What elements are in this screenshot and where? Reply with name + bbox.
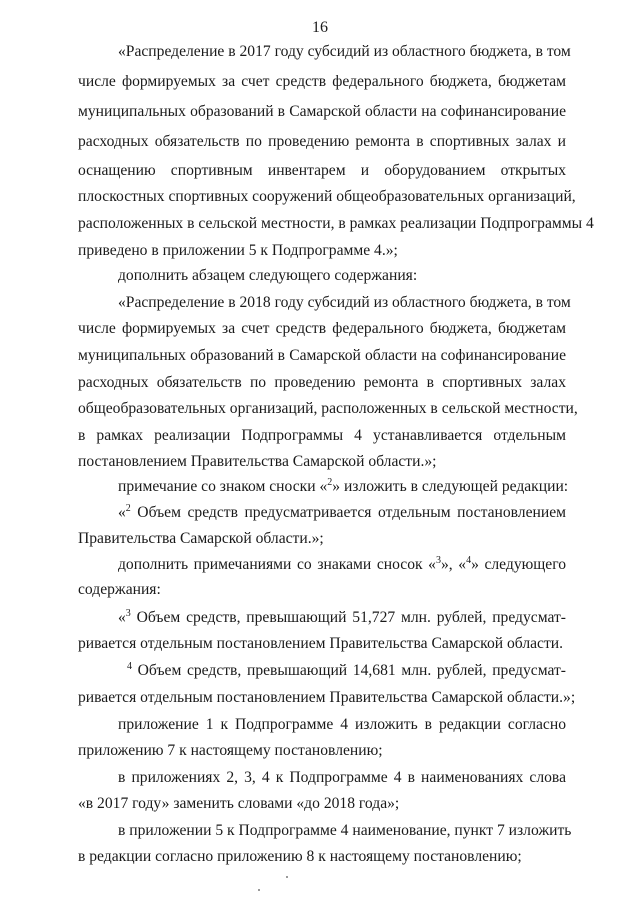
text-line — [78, 157, 566, 184]
text-line — [118, 551, 566, 578]
footnote-marker: 3 — [125, 608, 131, 619]
scan-speck — [286, 876, 288, 878]
text-line — [78, 210, 594, 237]
text-run: дополнить абзацем следующего содержания: — [118, 267, 418, 284]
text-run: содержания: — [78, 581, 161, 598]
text-run: расходных обязательств по проведению ремонта в спортивных залах и — [78, 133, 566, 150]
text-line — [78, 576, 566, 603]
text-run: приложение 1 к Подпрограмме 4 изложить в редакции согласно — [118, 716, 566, 733]
text-run: муниципальных образований в Самарской области на софинансирование — [78, 347, 566, 364]
text-run: дополнить примечаниями со знаками сносок « — [118, 556, 436, 573]
text-line — [118, 499, 566, 526]
text-line — [127, 657, 566, 684]
text-line — [78, 790, 566, 817]
text-line — [78, 843, 566, 870]
page-number: 16 — [312, 19, 328, 36]
text-run: приложению 7 к настоящему постановлению; — [78, 742, 383, 759]
text-run: «в 2017 году» заменить словами «до 2018 года»; — [78, 795, 400, 812]
text-run: примечание со знаком сноски « — [118, 478, 328, 495]
text-run: « — [118, 504, 126, 521]
text-run: в приложении 5 к Подпрограмме 4 наименование, пункт 7 изложить — [118, 822, 572, 839]
text-line — [78, 98, 566, 125]
text-line — [78, 342, 566, 369]
text-line — [118, 289, 571, 316]
footnote-marker: 4 — [466, 555, 472, 566]
text-run: расположенных в сельской местности, в рамках реализации Подпрограммы 4 — [78, 215, 594, 232]
text-line — [118, 604, 566, 631]
text-line — [78, 737, 566, 764]
text-line — [78, 237, 566, 264]
text-line — [118, 473, 569, 500]
text-run: «Распределение в 2017 году субсидий из областного бюджета, в том — [118, 43, 571, 60]
footnote-marker: 4 — [127, 661, 132, 672]
text-line — [78, 128, 566, 155]
text-run: в редакции согласно приложению 8 к настоящему постановлению; — [78, 848, 522, 865]
text-run: ривается отдельным постановлением Правительства Самарской области.»; — [78, 689, 576, 706]
text-line — [78, 395, 578, 422]
text-line — [78, 369, 566, 396]
text-run: Правительства Самарской области.»; — [78, 530, 324, 547]
text-line — [78, 630, 566, 657]
text-run: приведено в приложении 5 к Подпрограмме 4.»; — [78, 242, 398, 259]
text-line — [118, 711, 566, 738]
scan-speck — [258, 889, 260, 891]
text-line — [78, 183, 576, 210]
text-run: числе формируемых за счет средств федерального бюджета, бюджетам — [78, 73, 566, 90]
text-run: числе формируемых за счет средств федерального бюджета, бюджетам — [78, 320, 566, 337]
text-line — [78, 422, 566, 449]
footnote-marker: 3 — [435, 555, 441, 566]
text-run: в рамках реализации Подпрограммы 4 устанавливается отдельным — [78, 427, 566, 444]
text-run: Объем средств, превышающий 14,681 млн. рублей, предусмат- — [132, 662, 566, 679]
text-line — [78, 68, 566, 95]
text-run: ривается отдельным постановлением Правительства Самарской области. — [78, 635, 564, 652]
text-line — [78, 525, 566, 552]
text-run: оснащению спортивным инвентарем и оборудованием открытых — [78, 162, 566, 179]
text-run: Объем средств, превышающий 51,727 млн. рублей, предусмат- — [130, 609, 566, 626]
text-line — [118, 764, 566, 791]
text-run: муниципальных образований в Самарской области на софинансирование — [78, 103, 566, 120]
footnote-marker: 2 — [327, 477, 333, 488]
text-run: постановлением Правительства Самарской области.»; — [78, 453, 437, 470]
text-run: общеобразовательных организаций, расположенных в сельской местности, — [78, 400, 578, 417]
text-run: Объем средств предусматривается отдельным постановлением — [130, 504, 566, 521]
text-run: » следующего — [471, 556, 566, 573]
footnote-marker: 2 — [125, 503, 131, 514]
text-run: в приложениях 2, 3, 4 к Подпрограмме 4 в наименованиях слова — [118, 769, 566, 786]
text-run: « — [118, 609, 126, 626]
text-line — [118, 38, 571, 65]
text-line — [118, 262, 566, 289]
text-run: » изложить в следующей редакции: — [332, 478, 569, 495]
text-line — [118, 817, 572, 844]
text-run: «Распределение в 2018 году субсидий из областного бюджета, в том — [118, 294, 571, 311]
text-run: плоскостных спортивных сооружений общеобразовательных организаций, — [78, 188, 576, 205]
text-run: », « — [440, 556, 467, 573]
text-line — [78, 684, 576, 711]
text-line — [78, 315, 566, 342]
text-run: расходных обязательств по проведению ремонта в спортивных залах — [78, 374, 566, 391]
text-line — [78, 448, 566, 475]
